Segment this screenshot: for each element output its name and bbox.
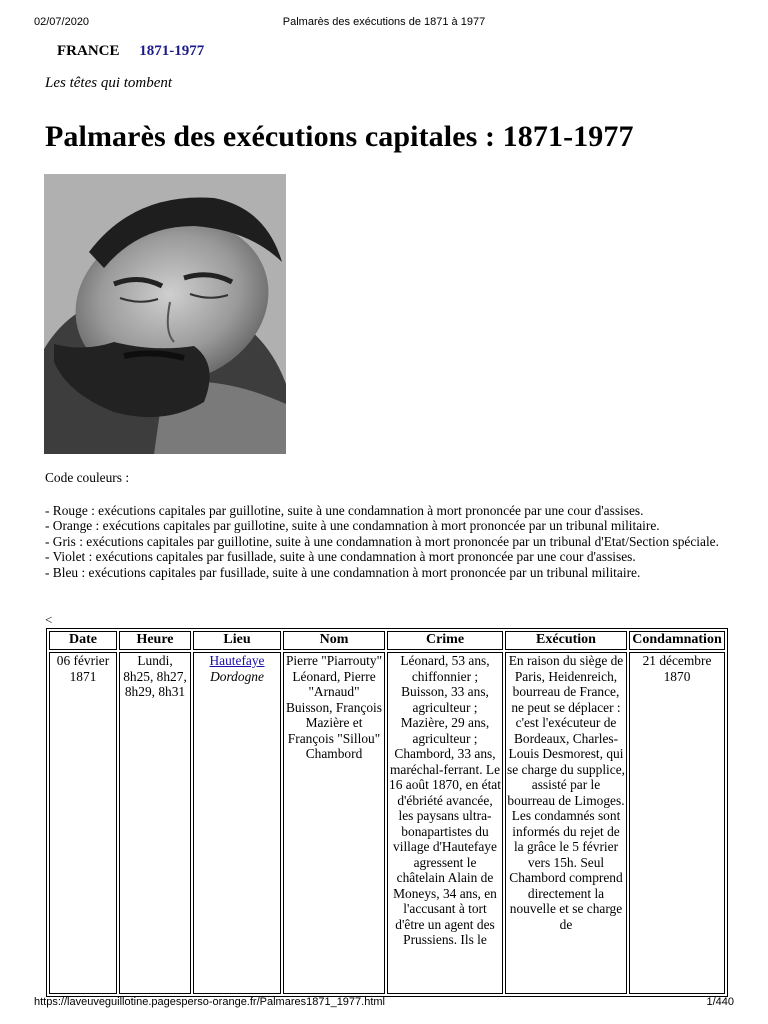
- cell-execution: En raison du siège de Paris, Heidenreich, bourreau de France, ne peut se déplacer : c'est l'exécuteur de Bordeaux, Charles-Louis Desmorest, qui se charge du supplice, assisté par le bourreau de Limoges. Les condamnés sont informés du rejet de la grâce le 5 février vers 15h. Seul Chambord comprend directement la nouvelle et se charge de: [505, 652, 627, 994]
- header-heure: Heure: [119, 631, 191, 650]
- print-date: 02/07/2020: [34, 16, 90, 28]
- cell-nom: Pierre "Piarrouty" Léonard, Pierre "Arnaud" Buisson, François Mazière et François "Sillou" Chambord: [283, 652, 385, 994]
- table-header-row: [49, 631, 725, 650]
- cell-lieu: [193, 652, 281, 994]
- print-title: Palmarès des exécutions de 1871 à 1977: [282, 16, 486, 28]
- print-footer: [34, 996, 734, 1010]
- header-condamnation: Condamnation: [629, 631, 725, 650]
- breadcrumb: [57, 43, 204, 60]
- color-code-legend: [45, 470, 735, 580]
- legend-item-orange: - Orange : exécutions capitales par guillotine, suite à une condamnation à mort prononcée par un tribunal militaire.: [45, 518, 660, 533]
- cell-heure: Lundi, 8h25, 8h27, 8h29, 8h31: [119, 652, 191, 994]
- legend-intro: Code couleurs :: [45, 470, 130, 485]
- header-nom: Nom: [283, 631, 385, 650]
- print-header: [34, 16, 734, 30]
- header-execution: Exécution: [505, 631, 627, 650]
- executions-table: [46, 628, 728, 997]
- legend-item-violet: - Violet : exécutions capitales par fusillade, suite à une condamnation à mort prononcée par une cour d'assises.: [45, 549, 636, 564]
- legend-item-gris: - Gris : exécutions capitales par guillotine, suite à une condamnation à mort prononcée par un tribunal d'Etat/Section spéciale.: [45, 533, 719, 549]
- page-title: Palmarès des exécutions capitales : 1871-1977: [45, 120, 634, 153]
- breadcrumb-country[interactable]: FRANCE: [57, 43, 120, 59]
- lieu-link[interactable]: Hautefaye: [209, 653, 265, 668]
- header-crime: Crime: [387, 631, 503, 650]
- table-row: [49, 652, 725, 994]
- back-link[interactable]: <: [45, 612, 53, 627]
- header-date: Date: [49, 631, 117, 650]
- print-page-number: 1/440: [706, 996, 734, 1008]
- portrait-photo: [44, 174, 286, 454]
- print-url: https://laveuveguillotine.pagesperso-orange.fr/Palmares1871_1977.html: [34, 996, 385, 1008]
- cell-date: 06 février 1871: [49, 652, 117, 994]
- cell-crime: Léonard, 53 ans, chiffonnier ; Buisson, 33 ans, agriculteur ; Mazière, 29 ans, agriculteur ; Chambord, 33 ans, maréchal-ferrant. Le 16 août 1870, en état d'ébriété avancée, les paysans ultra-bonapartistes du village d'Hautefaye agressent le châtelain Alain de Moneys, 34 ans, en l'accusant à tort d'être un agent des Prussiens. Ils le: [387, 652, 503, 994]
- header-lieu: Lieu: [193, 631, 281, 650]
- legend-item-bleu: - Bleu : exécutions capitales par fusillade, suite à une condamnation à mort prononcée par un tribunal militaire.: [45, 564, 641, 580]
- page-subtitle: Les têtes qui tombent: [45, 75, 173, 91]
- lieu-department: Dordogne: [210, 668, 264, 684]
- breadcrumb-period[interactable]: 1871-1977: [139, 43, 205, 59]
- legend-item-rouge: - Rouge : exécutions capitales par guillotine, suite à une condamnation à mort prononcée par une cour d'assises.: [45, 502, 644, 518]
- cell-condamnation: 21 décembre 1870: [629, 652, 725, 994]
